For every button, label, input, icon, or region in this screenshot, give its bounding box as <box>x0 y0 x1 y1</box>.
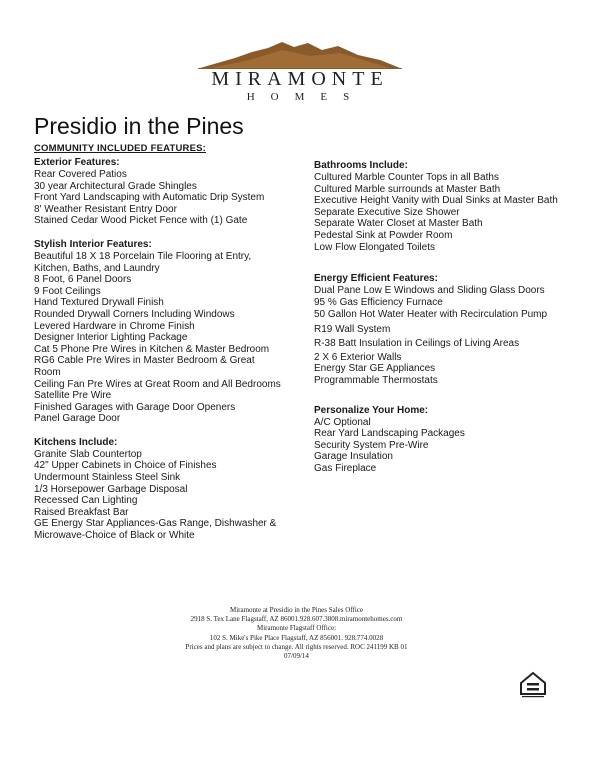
list-item: GE Energy Star Appliances-Gas Range, Dishwasher & Microwave-Choice of Black or White <box>34 518 277 542</box>
feature-list <box>34 169 284 227</box>
feature-list <box>314 172 574 253</box>
miramonte-logo <box>190 38 410 108</box>
list-item: Front Yard Landscaping with Automatic Drip System <box>34 192 265 204</box>
list-item: Rounded Drywall Corners Including Windows <box>34 308 235 320</box>
list-item: 8 Foot, 6 Panel Doors <box>34 274 132 286</box>
equal-housing-opportunity-icon <box>518 670 548 700</box>
list-item: Energy Star GE Appliances <box>314 363 436 375</box>
list-item: Cultured Marble surrounds at Master Bath <box>314 183 501 195</box>
section-heading: Bathrooms Include: <box>314 160 408 171</box>
kitchens-section <box>34 437 284 542</box>
list-item: Low Flow Elongated Toilets <box>314 241 435 253</box>
left-column <box>34 157 284 554</box>
list-item: R19 Wall System <box>314 323 391 335</box>
list-item: 1/3 Horsepower Garbage Disposal <box>34 483 188 495</box>
interior-features-section <box>34 239 284 425</box>
footer <box>0 606 593 661</box>
section-heading: Personalize Your Home: <box>314 404 429 416</box>
footer-line: 2918 S. Tex Lane Flagstaff, AZ 86001.928.607.3808.miramontehomes.com <box>190 615 403 624</box>
right-column <box>314 160 574 487</box>
list-item: Raised Breakfast Bar <box>34 506 129 518</box>
bathrooms-section <box>314 160 574 253</box>
list-item: Beautiful 18 X 18 Porcelain Tile Flooring at Entry, Kitchen, Baths, and Laundry <box>34 250 252 274</box>
list-item: Rear Yard Landscaping Packages <box>314 428 465 440</box>
feature-list <box>314 417 574 475</box>
list-item: 2 X 6 Exterior Walls <box>314 351 402 363</box>
page-title: Presidio in the Pines <box>34 113 244 139</box>
list-item: Executive Height Vanity with Dual Sinks at Master Bath <box>314 195 558 207</box>
list-item: 9 Foot Ceilings <box>34 285 101 297</box>
list-item: Levered Hardware in Chrome Finish <box>34 320 195 332</box>
section-heading: Exterior Features: <box>34 157 120 168</box>
section-heading: Kitchens Include: <box>34 436 118 448</box>
list-item: 95 % Gas Efficiency Furnace <box>314 296 443 308</box>
list-item: Cat 5 Phone Pre Wires in Kitchen & Master Bedroom <box>34 343 270 355</box>
list-item: Granite Slab Countertop <box>34 448 142 460</box>
list-item: Garage Insulation <box>314 451 393 463</box>
exterior-features-section <box>34 157 284 227</box>
list-item: 30 year Architectural Grade Shingles <box>34 180 197 192</box>
footer-line: Miramonte at Presidio in the Pines Sales Office <box>229 606 364 614</box>
footer-line: Miramonte Flagstaff Office: <box>256 624 337 633</box>
section-heading: Energy Efficient Features: <box>314 273 438 285</box>
list-item: Dual Pane Low E Windows and Sliding Glass Doors <box>314 285 545 297</box>
mountain-icon <box>190 38 410 72</box>
list-item: Ceiling Fan Pre Wires at Great Room and All Bedrooms <box>34 378 281 390</box>
list-item: Programmable Thermostats <box>314 375 438 387</box>
list-item: 42" Upper Cabinets in Choice of Finishes <box>34 460 217 472</box>
list-item: Designer Interior Lighting Package <box>34 332 188 344</box>
list-item: Cultured Marble Counter Tops in all Baths <box>314 172 499 183</box>
community-heading: COMMUNITY INCLUDED FEATURES: <box>34 143 207 154</box>
list-item: Security System Pre-Wire <box>314 439 429 451</box>
list-item: R-38 Batt Insulation in Ceilings of Living Areas <box>314 338 520 350</box>
list-item: Hand Textured Drywall Finish <box>34 297 164 309</box>
feature-list <box>34 251 284 425</box>
energy-features-section <box>314 273 574 386</box>
logo-brand-text: MIRAMONTE <box>211 68 389 90</box>
list-item: Panel Garage Door <box>34 413 121 425</box>
list-item: Rear Covered Patios <box>34 169 127 180</box>
list-item: Separate Water Closet at Master Bath <box>314 218 483 230</box>
feature-list <box>314 285 574 386</box>
footer-line: Prices and plans are subject to change. All rights reserved. ROC 241199 KB 01 <box>185 642 408 651</box>
logo-sub-text: HOMES <box>246 91 366 103</box>
list-item: RG6 Cable Pre Wires in Master Bedroom & Great Room <box>34 355 255 378</box>
footer-line: 07/09/14 <box>284 652 309 661</box>
list-item: Undermount Stainless Steel Sink <box>34 472 181 484</box>
list-item: Recessed Can Lighting <box>34 495 138 507</box>
list-item: Separate Executive Size Shower <box>314 206 460 218</box>
section-heading: Stylish Interior Features: <box>34 238 152 250</box>
list-item: Gas Fireplace <box>314 463 377 474</box>
footer-line: 102 S. Mike's Pike Place Flagstaff, AZ 856001. 928.774.0028 <box>209 633 384 642</box>
list-item: 50 Gallon Hot Water Heater with Recirculation Pump <box>314 309 548 321</box>
list-item: Satellite Pre Wire <box>34 390 112 402</box>
feature-list <box>34 449 284 542</box>
personalize-section <box>314 405 574 475</box>
list-item: A/C Optional <box>314 416 371 428</box>
list-item: Pedestal Sink at Powder Room <box>314 229 453 241</box>
list-item: Stained Cedar Wood Picket Fence with (1) Gate <box>34 215 248 227</box>
list-item: Finished Garages with Garage Door Openers <box>34 401 236 413</box>
list-item: 8' Weather Resistant Entry Door <box>34 203 177 215</box>
